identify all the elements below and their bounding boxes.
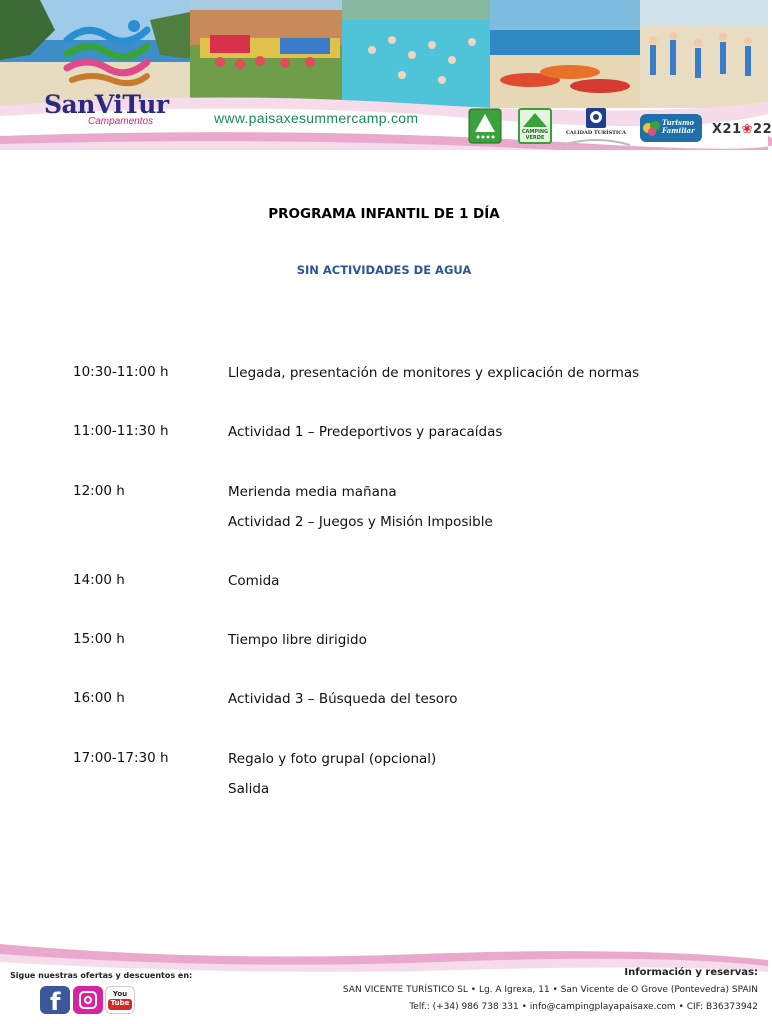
turismo-label: Turismo Familiar	[662, 118, 695, 135]
facebook-icon[interactable]: f	[40, 986, 70, 1014]
page-header	[0, 0, 772, 150]
children-beach-photo	[640, 0, 768, 108]
document-subtitle: SIN ACTIVIDADES DE AGUA	[296, 263, 472, 277]
schedule-activity: Regalo y foto grupal (opcional)	[228, 751, 437, 767]
schedule-time: 10:30-11:00 h	[73, 364, 169, 380]
schedule-time: 15:00 h	[73, 631, 125, 647]
brand-name: SanViTur	[44, 90, 169, 119]
follow-us-text: Sigue nuestras ofertas y descuentos en:	[10, 971, 193, 980]
schedule-activity: Actividad 2 – Juegos y Misión Imposible	[228, 514, 493, 530]
schedule-activity: Comida	[228, 573, 280, 589]
x22-text: 22	[753, 122, 772, 137]
schedule-activity: Salida	[228, 781, 270, 797]
schedule-activity: Tiempo libre dirigido	[228, 632, 367, 648]
tent-icon	[520, 111, 550, 129]
schedule-activity: Actividad 1 – Predeportivos y paracaídas	[228, 424, 503, 440]
turismo-familiar-badge	[640, 114, 702, 142]
calidad-label: CALIDAD TURÍSTICA	[565, 130, 627, 136]
schedule-activity: Llegada, presentación de monitores y explicación de normas	[228, 365, 640, 381]
family-icon	[642, 118, 662, 138]
x2122-logo	[712, 122, 772, 137]
brand	[44, 90, 169, 127]
brand-subtitle: Campamentos	[88, 116, 154, 127]
calidad-turistica-badge	[560, 108, 632, 148]
pool-photo	[342, 0, 498, 108]
youtube-icon[interactable]	[105, 986, 135, 1014]
contact-heading: Información y reservas:	[624, 967, 758, 978]
camp-group-photo	[190, 0, 350, 108]
q-icon	[586, 108, 606, 128]
x21-text: X21	[712, 122, 742, 137]
website-link[interactable]: www.paisaxesummercamp.com	[214, 110, 419, 126]
youtube-label-bottom: Tube	[108, 999, 132, 1010]
camping-stars-icon	[468, 108, 502, 144]
schedule-time: 16:00 h	[73, 690, 125, 706]
camping-verde-badge	[518, 108, 552, 144]
contact-phone-email: Telf.: (+34) 986 738 331 • info@campingplayapaisaxe.com • CIF: B36373942	[409, 1002, 758, 1012]
schedule-activity: Actividad 3 – Búsqueda del tesoro	[228, 691, 458, 707]
kayaks-photo	[490, 0, 650, 108]
youtube-label-top: You	[112, 990, 128, 998]
contact-address: SAN VICENTE TURÍSTICO SL • Lg. A Igrexa, 11 • San Vicente de O Grove (Pontevedra) SPAIN	[342, 985, 758, 995]
sanvitur-logo-icon	[62, 18, 152, 88]
schedule-time: 11:00-11:30 h	[73, 423, 169, 439]
page-footer	[0, 940, 768, 1024]
camping-verde-label: CAMPING VERDE	[521, 129, 549, 141]
schedule-time: 17:00-17:30 h	[73, 750, 169, 766]
instagram-icon[interactable]	[73, 986, 103, 1014]
schedule-activity: Merienda media mañana	[228, 484, 397, 500]
schedule-time: 14:00 h	[73, 572, 125, 588]
schedule-time: 12:00 h	[73, 483, 125, 499]
document-title: PROGRAMA INFANTIL DE 1 DÍA	[268, 206, 500, 222]
shell-icon: ❀	[741, 122, 754, 137]
